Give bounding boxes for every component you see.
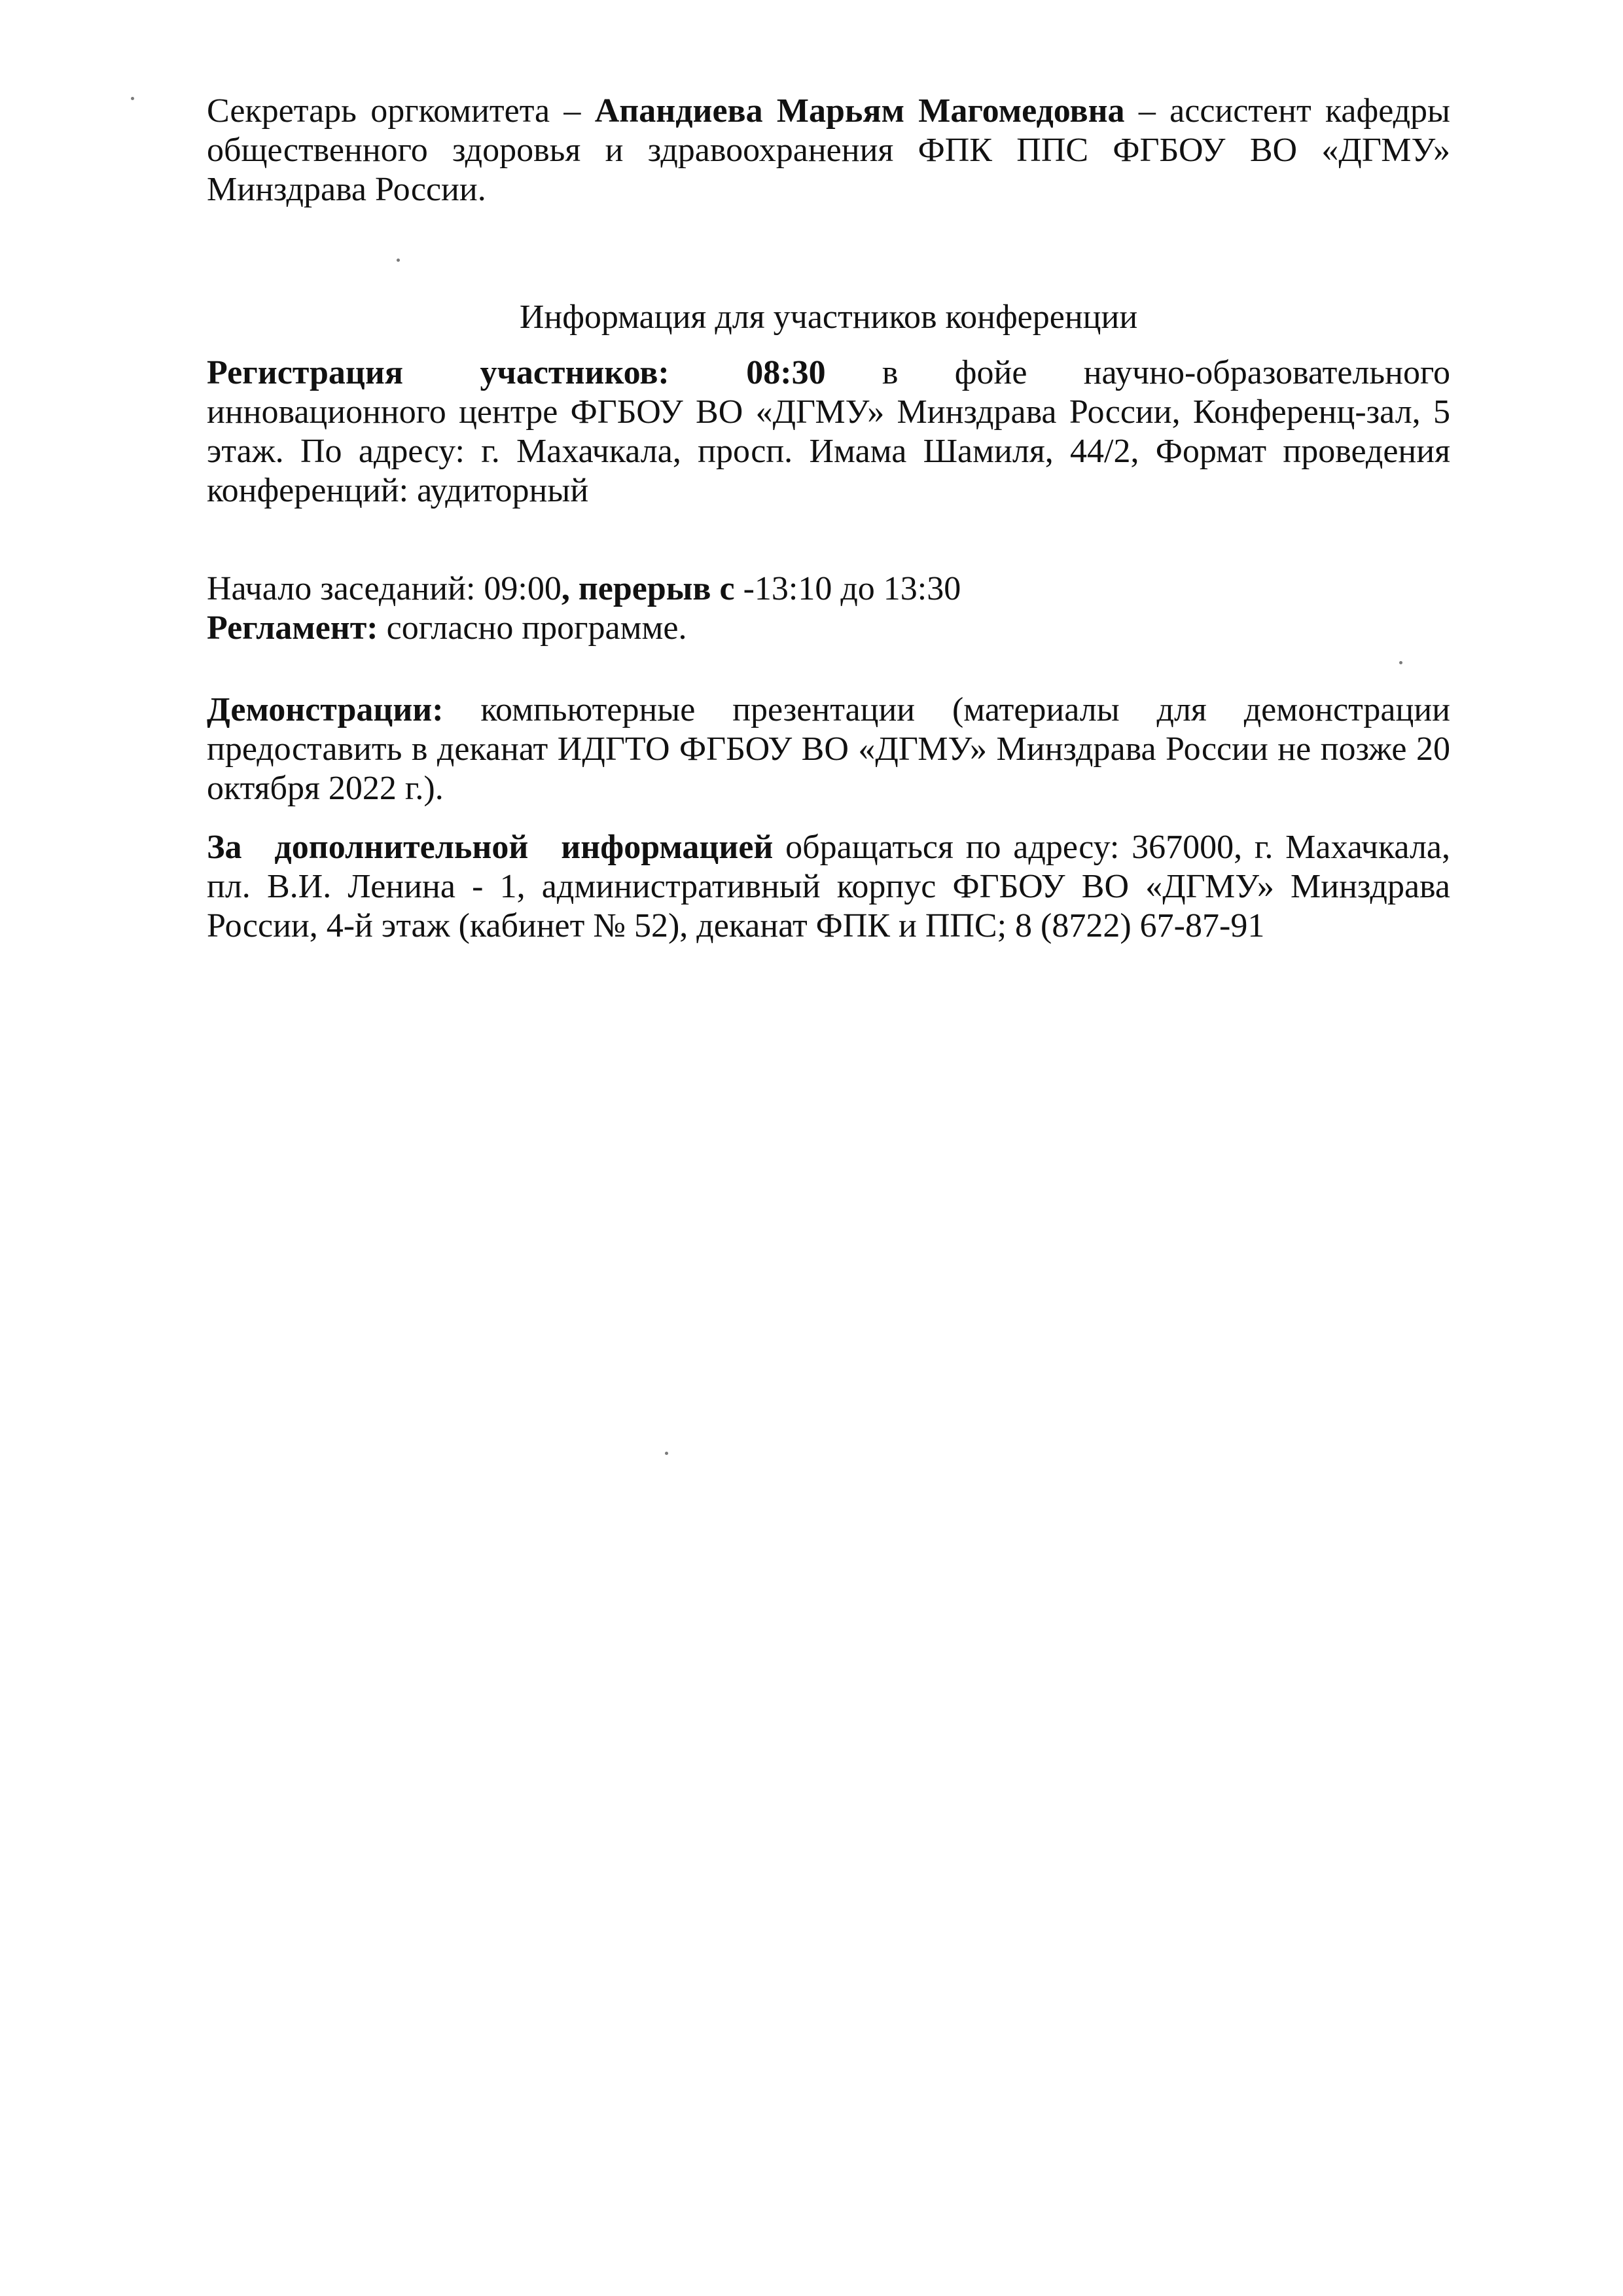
- secretary-position: – ассистент кафедры общественного здоровья и здравоохранения ФПК ППС ФГБОУ ВО «ДГМУ» Минздрава России.: [207, 92, 1450, 208]
- registration-label: Регистрация участников: 08:30: [207, 354, 826, 391]
- scan-speck: [665, 1452, 668, 1455]
- registration-text: в фойе научно-образовательного инновационного центре ФГБОУ ВО «ДГМУ» Минздрава России, Конференц-зал, 5 этаж. По адресу: г. Махачкала, просп. Имама Шамиля, 44/2, Формат проведения конференций: аудиторный: [207, 354, 1450, 509]
- registration-paragraph: [207, 353, 1450, 511]
- info-heading: Информация для участников конференции: [519, 298, 1138, 336]
- contact-paragraph: [207, 828, 1450, 946]
- schedule-break-label: , перерыв с: [561, 570, 735, 607]
- scan-speck: [397, 259, 400, 262]
- schedule-start: Начало заседаний: 09:00: [207, 570, 562, 607]
- scan-speck: [1399, 661, 1402, 664]
- demonstrations-paragraph: [207, 691, 1450, 808]
- schedule-break-time: -13:10 до 13:30: [734, 570, 961, 607]
- contact-label: За дополнительной информацией: [207, 829, 774, 866]
- demonstrations-text: компьютерные презентации (материалы для демонстрации предоставить в деканат ИДГТО ФГБОУ ВО «ДГМУ» Минздрава России не позже 20 октября 2022 г.).: [207, 691, 1450, 807]
- secretary-name: Апандиева Марьям Магомедовна: [594, 92, 1125, 130]
- schedule-paragraph: [207, 569, 1450, 648]
- scan-speck: [131, 97, 134, 100]
- demonstrations-label: Демонстрации:: [207, 691, 444, 728]
- secretary-prefix: Секретарь оргкомитета –: [207, 92, 595, 130]
- secretary-paragraph: [207, 92, 1450, 209]
- regulation-text: согласно программе.: [378, 609, 687, 647]
- regulation-label: Регламент:: [207, 609, 378, 647]
- contact-text: обращаться по адресу: 367000, г. Махачкала, пл. В.И. Ленина - 1, административный корпус ФГБОУ ВО «ДГМУ» Минздрава России, 4-й этаж (кабинет № 52), деканат ФПК и ППС; 8 (8722) 67-87-91: [207, 829, 1450, 944]
